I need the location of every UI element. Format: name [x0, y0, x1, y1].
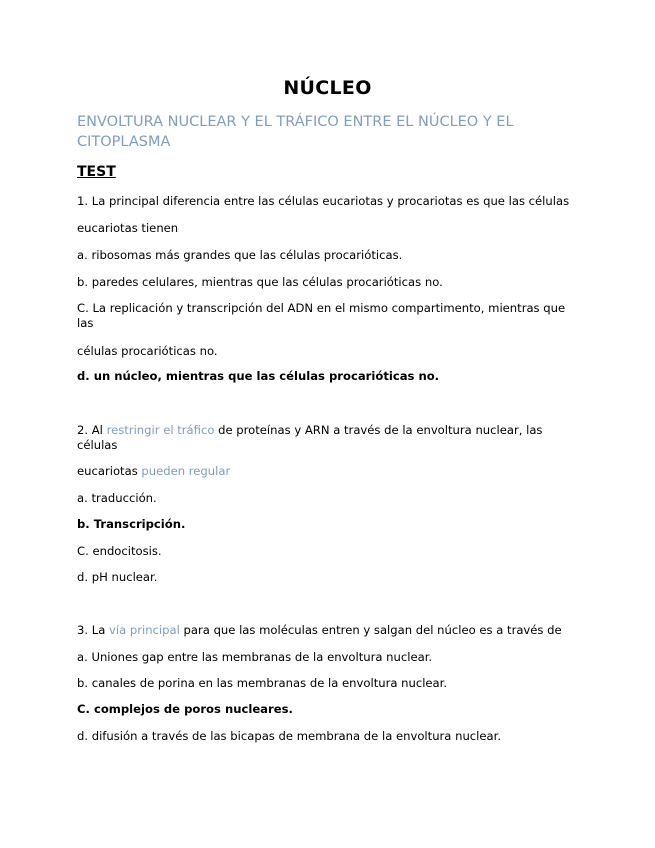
- q3-option-b: b. canales de porina en las membranas de la envoltura nuclear.: [77, 676, 448, 690]
- q1-option-c-line-2: células procarióticas no.: [77, 344, 218, 358]
- section-heading: TEST: [77, 164, 116, 180]
- q1-option-c-line-1: C. La replicación y transcripción del ADN en el mismo compartimento, mientras que las: [77, 301, 566, 330]
- q2-option-c: C. endocitosis.: [77, 544, 162, 558]
- q3-option-a: a. Uniones gap entre las membranas de la envoltura nuclear.: [77, 650, 433, 664]
- q2-stem-text-2: de proteínas y ARN a través de la envoltura nuclear, las células: [77, 423, 543, 452]
- q3-stem-text: 3. La: [77, 623, 109, 637]
- q2-stem-line-2: [77, 464, 582, 479]
- q3-stem-line: [77, 623, 582, 638]
- q1-option-d-answer: d. un núcleo, mientras que las células procarióticas no.: [77, 369, 440, 383]
- q2-link-restringir[interactable]: restringir el tráfico: [106, 423, 215, 437]
- q1-option-a: a. ribosomas más grandes que las células procarióticas.: [77, 248, 403, 262]
- q2-option-a: a. traducción.: [77, 491, 157, 505]
- q3-option-d: d. difusión a través de las bicapas de membrana de la envoltura nuclear.: [77, 729, 502, 743]
- q3-stem-text-2: para que las moléculas entren y salgan del núcleo es a través de: [179, 623, 562, 637]
- q3-link-via-principal[interactable]: vía principal: [109, 623, 180, 637]
- q2-option-d: d. pH nuclear.: [77, 570, 158, 584]
- q2-stem-line-1: [77, 423, 582, 453]
- q2-link-pueden-regular[interactable]: pueden regular: [141, 464, 231, 478]
- page-subtitle: ENVOLTURA NUCLEAR Y EL TRÁFICO ENTRE EL NÚCLEO Y EL CITOPLASMA: [77, 114, 514, 150]
- q1-stem-line-2: eucariotas tienen: [77, 221, 179, 235]
- q2-stem-text: 2. Al: [77, 423, 107, 437]
- q1-stem-line-1: 1. La principal diferencia entre las células eucariotas y procariotas es que las células: [77, 194, 570, 208]
- q1-option-b: b. paredes celulares, mientras que las células procarióticas no.: [77, 275, 443, 289]
- q2-option-b-answer: b. Transcripción.: [77, 517, 186, 531]
- q3-option-c-answer: C. complejos de poros nucleares.: [77, 702, 293, 716]
- q2-stem-text-3: eucariotas: [77, 464, 142, 478]
- page-title: NÚCLEO: [283, 77, 372, 99]
